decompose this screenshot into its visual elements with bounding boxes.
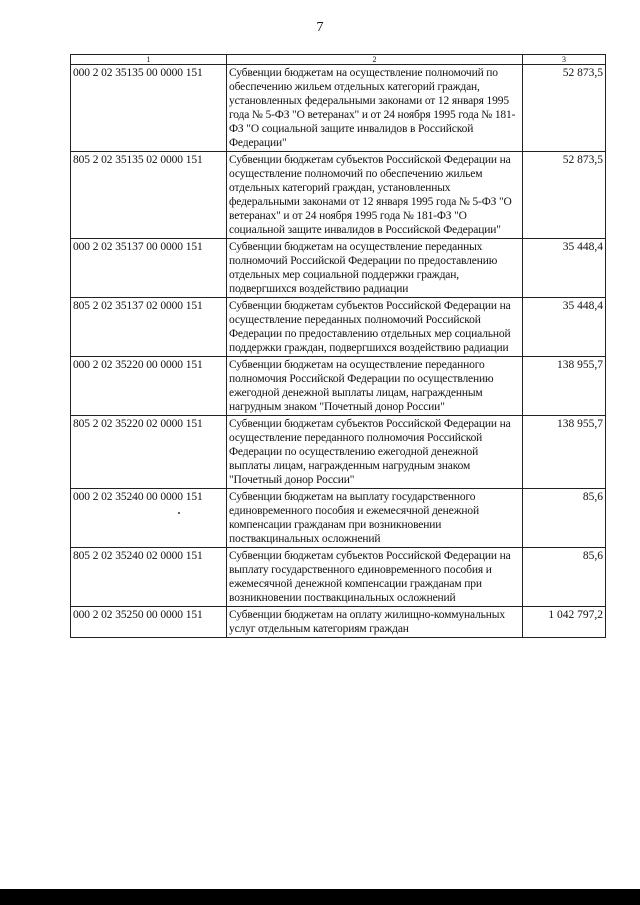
amount: 52 873,5 [523, 152, 606, 239]
amount: 1 042 797,2 [523, 607, 606, 638]
budget-code: 000 2 02 35240 00 0000 151 [71, 489, 227, 548]
table-row [71, 548, 606, 607]
subvention-description: Субвенции бюджетам на выплату государственного единовременного пособия и ежемесячной денежной компенсации гражданам при возникновении поствакцинальных осложнений [227, 489, 523, 548]
subvention-description: Субвенции бюджетам на осуществление переданных полномочий Российской Федерации по предоставлению отдельных мер социальной поддержки граждан, подвергшихся воздействию радиации [227, 239, 523, 298]
budget-code: 805 2 02 35240 02 0000 151 [71, 548, 227, 607]
subvention-description: Субвенции бюджетам субъектов Российской Федерации на выплату государственного единовременного пособия и ежемесячной денежной компенсации гражданам при возникновении поствакцинальных осложнений [227, 548, 523, 607]
budget-code: 805 2 02 35135 02 0000 151 [71, 152, 227, 239]
budget-code: 000 2 02 35135 00 0000 151 [71, 65, 227, 152]
column-number-row [71, 55, 606, 65]
scan-edge-bar [0, 889, 640, 905]
budget-code: 805 2 02 35220 02 0000 151 [71, 416, 227, 489]
budget-code: 000 2 02 35137 00 0000 151 [71, 239, 227, 298]
subvention-description: Субвенции бюджетам субъектов Российской Федерации на осуществление переданных полномочий Российской Федерации по предоставлению отдельных мер социальной поддержки граждан, подвергшихся воздействию радиации [227, 298, 523, 357]
table-row [71, 239, 606, 298]
amount: 85,6 [523, 489, 606, 548]
column-header-2: 2 [227, 55, 523, 65]
table-row [71, 357, 606, 416]
budget-code: 000 2 02 35250 00 0000 151 [71, 607, 227, 638]
budget-code: 000 2 02 35220 00 0000 151 [71, 357, 227, 416]
subvention-description: Субвенции бюджетам субъектов Российской Федерации на осуществление полномочий по обеспечению жильем отдельных категорий граждан, установленных федеральными законами от 12 января 1995 года № 5-ФЗ "О ветеранах" и от 24 ноября 1995 года № 181-ФЗ "О социальной защите инвалидов в Российской Федерации" [227, 152, 523, 239]
subvention-description: Субвенции бюджетам на осуществление полномочий по обеспечению жильем отдельных категорий граждан, установленных федеральными законами от 12 января 1995 года № 5-ФЗ "О ветеранах" и от 24 ноября 1995 года № 181-ФЗ "О социальной защите инвалидов в Российской Федерации" [227, 65, 523, 152]
table-row [71, 152, 606, 239]
scan-speck [178, 512, 180, 514]
column-header-1: 1 [71, 55, 227, 65]
amount: 138 955,7 [523, 416, 606, 489]
column-header-3: 3 [523, 55, 606, 65]
table-row [71, 416, 606, 489]
page-number: 7 [316, 20, 324, 35]
table-row [71, 298, 606, 357]
amount: 138 955,7 [523, 357, 606, 416]
table-row [71, 65, 606, 152]
amount: 85,6 [523, 548, 606, 607]
amount: 35 448,4 [523, 298, 606, 357]
subventions-table [70, 54, 606, 638]
table-row [71, 607, 606, 638]
amount: 35 448,4 [523, 239, 606, 298]
subvention-description: Субвенции бюджетам на оплату жилищно-коммунальных услуг отдельным категориям граждан [227, 607, 523, 638]
subvention-description: Субвенции бюджетам на осуществление переданного полномочия Российской Федерации по осуществлению ежегодной денежной выплаты лицам, награжденным нагрудным знаком "Почетный донор России" [227, 357, 523, 416]
table-row [71, 489, 606, 548]
subvention-description: Субвенции бюджетам субъектов Российской Федерации на осуществление переданного полномочия Российской Федерации по осуществлению ежегодной денежной выплаты лицам, награжденным нагрудным знаком "Почетный донор России" [227, 416, 523, 489]
budget-code: 805 2 02 35137 02 0000 151 [71, 298, 227, 357]
amount: 52 873,5 [523, 65, 606, 152]
